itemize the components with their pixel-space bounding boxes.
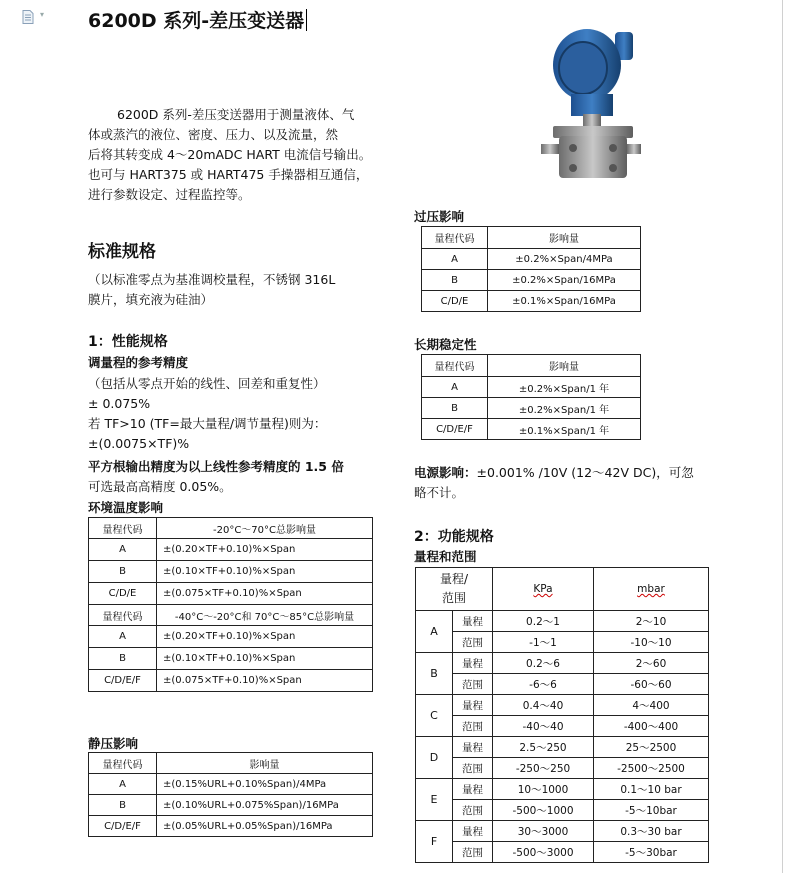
table-cell: 0.2～6 xyxy=(493,653,594,674)
table-cell: ±(0.10×TF+0.10)%×Span xyxy=(157,561,373,583)
optional-accuracy-note: 可选最高高精度 0.05%。 xyxy=(88,479,232,494)
std-note-line: （以标准零点为基准调校量程，不锈钢 316L xyxy=(88,272,336,287)
table-cell: 10～1000 xyxy=(493,779,594,800)
table-cell: C/D/E/F xyxy=(89,670,157,692)
row-label: 量程 xyxy=(453,737,493,758)
table-cell: 30～3000 xyxy=(493,821,594,842)
row-label: 量程 xyxy=(453,821,493,842)
table-header xyxy=(416,568,493,611)
table-cell: C/D/E xyxy=(422,291,488,312)
static-pressure-title: 静压影响 xyxy=(88,736,139,751)
range-title: 量程和范围 xyxy=(414,549,477,564)
perf-line: 若 TF>10 (TF=最大量程/调节量程)则为： xyxy=(88,416,327,431)
range-code: D xyxy=(416,737,453,779)
row-label: 范围 xyxy=(453,632,493,653)
table-cell: -5～30bar xyxy=(594,842,709,863)
table-cell: B xyxy=(422,398,488,419)
table-cell: 0.1～10 bar xyxy=(594,779,709,800)
range-code: A xyxy=(416,611,453,653)
page-edge xyxy=(782,0,783,873)
table-cell: A xyxy=(422,249,488,270)
table-cell: ±(0.075×TF+0.10)%×Span xyxy=(157,583,373,605)
table-header: -40°C～-20°C和 70°C～85°C总影响量 xyxy=(157,605,373,626)
row-label: 范围 xyxy=(453,674,493,695)
header-line: 范围 xyxy=(441,591,466,605)
document-icon[interactable] xyxy=(22,10,34,24)
table-cell: 0.3～30 bar xyxy=(594,821,709,842)
env-temp-title: 环境温度影响 xyxy=(88,500,164,515)
overpressure-table xyxy=(421,226,641,312)
table-cell: 0.2～1 xyxy=(493,611,594,632)
row-label: 量程 xyxy=(453,653,493,674)
table-header: 影响量 xyxy=(488,355,641,377)
table-cell: ±0.2%×Span/16MPa xyxy=(488,270,641,291)
table-cell: -500～3000 xyxy=(493,842,594,863)
table-cell: -5～10bar xyxy=(594,800,709,821)
table-header: -20°C～70°C总影响量 xyxy=(157,518,373,539)
intro-line: 进行参数设定、过程监控等。 xyxy=(88,187,251,202)
section-heading-standard-spec: 标准规格 xyxy=(88,242,156,262)
table-cell: B xyxy=(422,270,488,291)
stability-title: 长期稳定性 xyxy=(414,337,477,352)
table-cell: -10～10 xyxy=(594,632,709,653)
table-cell: A xyxy=(89,774,157,795)
row-label: 范围 xyxy=(453,800,493,821)
table-cell: B xyxy=(89,795,157,816)
table-cell: -500～1000 xyxy=(493,800,594,821)
table-cell: ±(0.20×TF+0.10)%×Span xyxy=(157,626,373,648)
table-header: mbar xyxy=(594,568,709,611)
table-cell: ±(0.15%URL+0.10%Span)/4MPa xyxy=(157,774,373,795)
perf-line: （包括从零点开始的线性、回差和重复性） xyxy=(88,376,326,391)
table-cell: ±0.1%×Span/1 年 xyxy=(488,419,641,440)
table-cell: B xyxy=(89,648,157,670)
table-cell: 25～2500 xyxy=(594,737,709,758)
document-title[interactable]: 6200D 系列-差压变送器 xyxy=(88,6,307,33)
table-header: 量程代码 xyxy=(422,355,488,377)
table-header: 量程代码 xyxy=(89,518,157,539)
sqrt-accuracy-note: 平方根输出精度为以上线性参考精度的 1.5 倍 xyxy=(88,459,344,474)
table-cell: C/D/E/F xyxy=(89,816,157,837)
intro-line: 6200D 系列-差压变送器用于测量液体、气 xyxy=(117,107,355,122)
stability-table xyxy=(421,354,641,440)
row-label: 量程 xyxy=(453,611,493,632)
table-cell: -250～250 xyxy=(493,758,594,779)
table-cell: A xyxy=(89,626,157,648)
table-cell: 0.4～40 xyxy=(493,695,594,716)
table-header: 量程代码 xyxy=(89,605,157,626)
row-label: 范围 xyxy=(453,842,493,863)
dropdown-caret-icon[interactable]: ▾ xyxy=(40,10,45,19)
power-line xyxy=(414,463,734,483)
overpressure-title: 过压影响 xyxy=(414,209,465,224)
range-table xyxy=(415,567,709,863)
power-label: 电源影响： xyxy=(414,465,477,480)
range-code: B xyxy=(416,653,453,695)
table-cell: 4～400 xyxy=(594,695,709,716)
table-cell: -1～1 xyxy=(493,632,594,653)
transmitter-product-image xyxy=(535,20,660,190)
power-line-2: 略不计。 xyxy=(414,485,465,500)
table-cell: A xyxy=(89,539,157,561)
table-cell: A xyxy=(422,377,488,398)
table-cell: ±(0.075×TF+0.10)%×Span xyxy=(157,670,373,692)
table-cell: -6～6 xyxy=(493,674,594,695)
table-cell: ±(0.10×TF+0.10)%×Span xyxy=(157,648,373,670)
table-cell: ±0.2%×Span/1 年 xyxy=(488,398,641,419)
table-header: KPa xyxy=(493,568,594,611)
table-cell: ±0.2%×Span/4MPa xyxy=(488,249,641,270)
table-cell: ±(0.05%URL+0.05%Span)/16MPa xyxy=(157,816,373,837)
table-header: 影响量 xyxy=(488,227,641,249)
range-code: F xyxy=(416,821,453,863)
section-heading-performance: 1：性能规格 xyxy=(88,334,168,350)
section-heading-functional: 2：功能规格 xyxy=(414,529,494,545)
table-cell: 2～60 xyxy=(594,653,709,674)
intro-line: 体或蒸汽的液位、密度、压力、以及流量，然 xyxy=(88,127,339,142)
static-pressure-table xyxy=(88,752,373,837)
range-code: C xyxy=(416,695,453,737)
table-header: 量程代码 xyxy=(89,753,157,774)
text-cursor xyxy=(306,9,307,31)
std-note-line: 膜片，填充液为硅油） xyxy=(88,292,214,307)
table-cell: ±0.1%×Span/16MPa xyxy=(488,291,641,312)
table-header: 影响量 xyxy=(157,753,373,774)
table-header: 量程代码 xyxy=(422,227,488,249)
table-cell: 2～10 xyxy=(594,611,709,632)
row-label: 量程 xyxy=(453,779,493,800)
table-cell: -40～40 xyxy=(493,716,594,737)
row-label: 量程 xyxy=(453,695,493,716)
table-cell: -60～60 xyxy=(594,674,709,695)
table-cell: C/D/E/F xyxy=(422,419,488,440)
table-cell: -400～400 xyxy=(594,716,709,737)
intro-line: 后将其转变成 4～20mADC HART 电流信号输出。 xyxy=(88,147,372,162)
range-code: E xyxy=(416,779,453,821)
table-cell: ±(0.10%URL+0.075%Span)/16MPa xyxy=(157,795,373,816)
table-cell: B xyxy=(89,561,157,583)
ref-accuracy-title: 调量程的参考精度 xyxy=(88,355,189,370)
table-cell: -2500～2500 xyxy=(594,758,709,779)
row-label: 范围 xyxy=(453,716,493,737)
perf-line: ± 0.075% xyxy=(88,396,151,411)
perf-line: ±(0.0075×TF)% xyxy=(88,436,190,451)
table-cell: ±0.2%×Span/1 年 xyxy=(488,377,641,398)
table-cell: 2.5～250 xyxy=(493,737,594,758)
intro-line: 也可与 HART375 或 HART475 手操器相互通信， xyxy=(88,167,369,182)
power-value: ±0.001% /10V (12～42V DC)，可忽 xyxy=(476,465,694,480)
table-cell: C/D/E xyxy=(89,583,157,605)
table-cell: ±(0.20×TF+0.10)%×Span xyxy=(157,539,373,561)
env-temp-table xyxy=(88,517,373,692)
header-line: 量程/ xyxy=(439,572,469,586)
row-label: 范围 xyxy=(453,758,493,779)
